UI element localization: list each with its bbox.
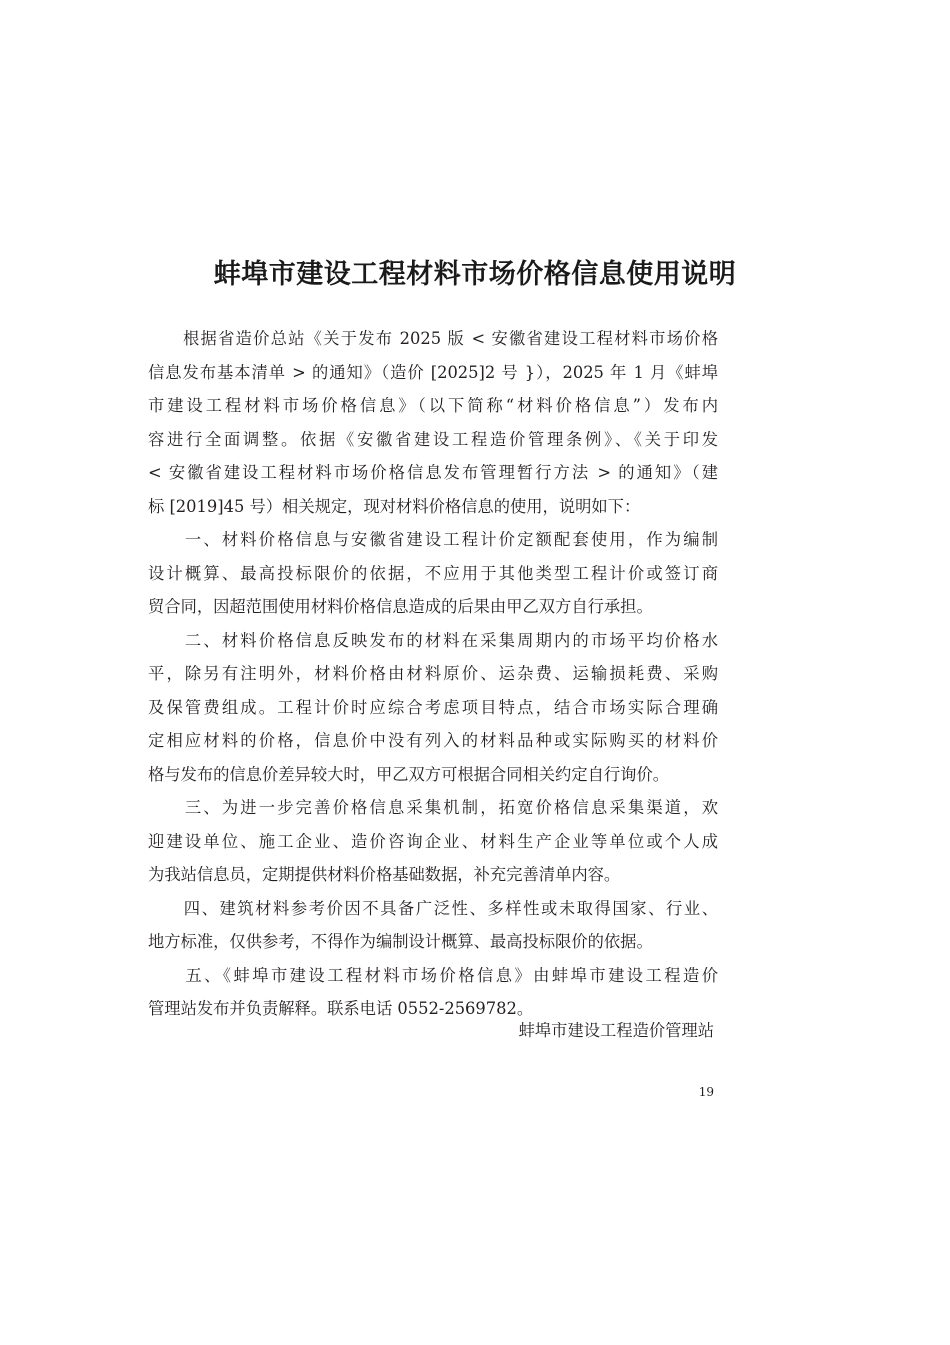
text-line: 贸合同，因超范围使用材料价格信息造成的后果由甲乙双方自行承担。 bbox=[148, 597, 653, 616]
text-line: 标 [2019]45 号）相关规定，现对材料价格信息的使用，说明如下： bbox=[148, 496, 641, 516]
body-text bbox=[148, 322, 718, 1026]
text-line: 设计概算、最高投标限价的依据，不应用于其他类型工程计价或签订商 bbox=[148, 563, 718, 583]
text-line: 市建设工程材料市场价格信息》（以下简称“材料价格信息”）发布内 bbox=[148, 396, 718, 415]
text-line: 管理站发布并负责解释。联系电话 0552-2569782。 bbox=[148, 999, 534, 1018]
text-line: 一、材料价格信息与安徽省建设工程计价定额配套使用，作为编制 bbox=[148, 530, 718, 549]
text-line: 定相应材料的价格，信息价中没有列入的材料品种或实际购买的材料价 bbox=[148, 731, 718, 750]
text-line: 二、材料价格信息反映发布的材料在采集周期内的市场平均价格水 bbox=[148, 630, 718, 650]
text-line: 三、为进一步完善价格信息采集机制，拓宽价格信息采集渠道，欢 bbox=[148, 798, 718, 817]
text-line: 迎建设单位、施工企业、造价咨询企业、材料生产企业等单位或个人成 bbox=[148, 831, 718, 851]
text-line: 为我站信息员，定期提供材料价格基础数据，补充完善清单内容。 bbox=[148, 865, 621, 884]
text-line: 容进行全面调整。依据《安徽省建设工程造价管理条例》、《关于印发 bbox=[148, 429, 718, 449]
text-line: 平，除另有注明外，材料价格由材料原价、运杂费、运输损耗费、采购 bbox=[148, 664, 718, 683]
text-line: 根据省造价总站《关于发布 2025 版 < 安徽省建设工程材料市场价格 bbox=[148, 329, 718, 348]
text-line: < 安徽省建设工程材料市场价格信息发布管理暂行方法 > 的通知》（建 bbox=[148, 463, 718, 482]
signature: 蚌埠市建设工程造价管理站 bbox=[518, 1021, 714, 1040]
text-line: 四、建筑材料参考价因不具备广泛性、多样性或未取得国家、行业、 bbox=[148, 898, 718, 918]
page-number: 19 bbox=[698, 1085, 714, 1099]
text-line: 信息发布基本清单 > 的通知》（造价 [2025]2 号 }），2025 年 1 月《蚌埠 bbox=[148, 362, 718, 382]
text-line: 及保管费组成。工程计价时应综合考虑项目特点，结合市场实际合理确 bbox=[148, 697, 718, 717]
text-line: 五、《蚌埠市建设工程材料市场价格信息》由蚌埠市建设工程造价 bbox=[148, 965, 718, 985]
text-line: 地方标准，仅供参考，不得作为编制设计概算、最高投标限价的依据。 bbox=[148, 932, 653, 951]
page-title: 蚌埠市建设工程材料市场价格信息使用说明 bbox=[213, 259, 737, 290]
text-line: 格与发布的信息价差异较大时，甲乙双方可根据合同相关约定自行询价。 bbox=[148, 764, 670, 784]
